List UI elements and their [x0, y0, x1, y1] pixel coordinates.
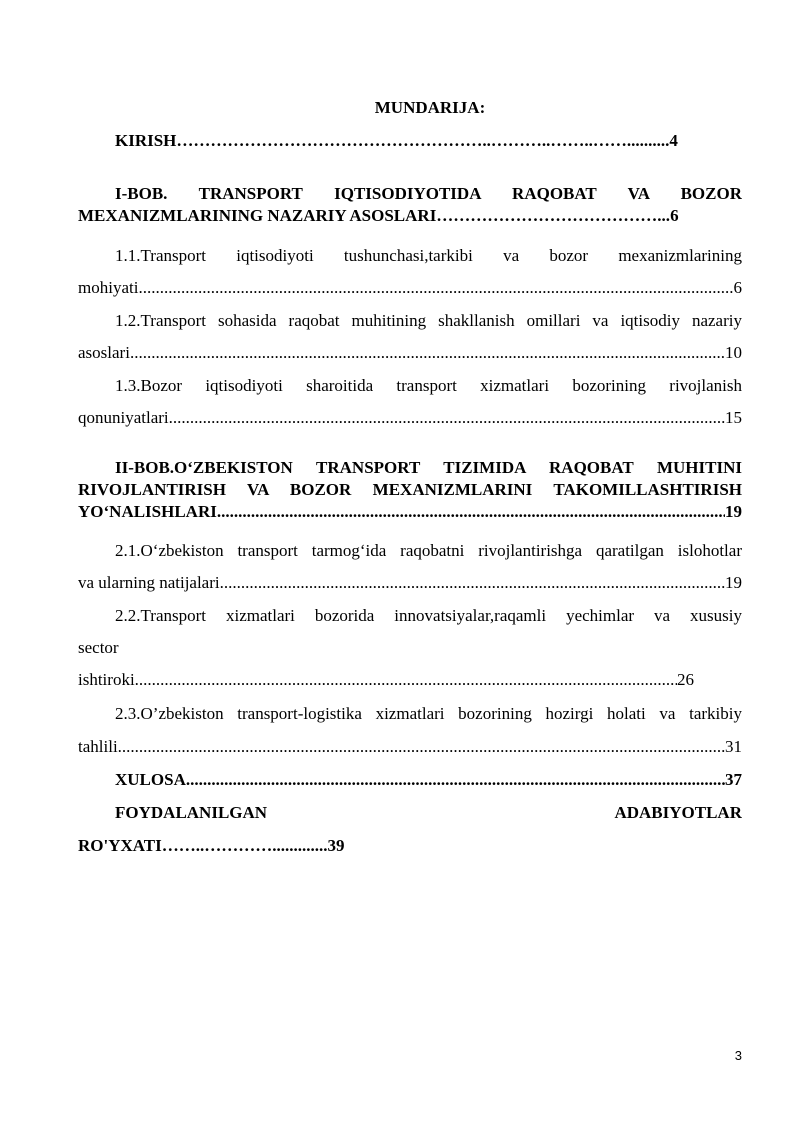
- toc-section-2-3-line2[interactable]: [78, 735, 742, 759]
- toc-label: ADABIYOTLAR: [614, 803, 742, 822]
- toc-section-2-3-line1[interactable]: 2.3.O’zbekiston transport-logistika xizmatlari bozorining hozirgi holati va tarkibiy: [115, 704, 742, 723]
- toc-page-number: 19: [725, 573, 742, 592]
- toc-label: KIRISH………………………………………………..………..……..……..........: [115, 131, 670, 150]
- toc-page-number: 6: [670, 206, 679, 225]
- dot-leader: [186, 768, 725, 792]
- toc-page-number: 26: [677, 670, 694, 689]
- toc-page-number: 37: [725, 770, 742, 789]
- toc-chapter2-line1[interactable]: II-BOB.O‘ZBEKISTON TRANSPORT TIZIMIDA RAQOBAT MUHITINI: [115, 458, 742, 477]
- dot-leader: [130, 341, 725, 365]
- dot-leader: [169, 406, 725, 430]
- toc-entry-adabiyotlar-line1[interactable]: [115, 801, 742, 825]
- toc-chapter1-line1[interactable]: I-BOB. TRANSPORT IQTISODIYOTIDA RAQOBAT VA BOZOR: [115, 184, 742, 203]
- toc-page-number: 19: [725, 502, 742, 521]
- toc-chapter2-line2[interactable]: RIVOJLANTIRISH VA BOZOR MEXANIZMLARINI TAKOMILLASHTIRISH: [78, 480, 742, 499]
- toc-section-2-1-line2[interactable]: [78, 571, 742, 595]
- toc-page-number: 6: [733, 278, 742, 297]
- toc-label: tahlili: [78, 737, 118, 756]
- toc-page-number: 15: [725, 408, 742, 427]
- toc-entry-xulosa[interactable]: [115, 768, 742, 792]
- dot-leader: [135, 668, 677, 692]
- toc-label: XULOSA: [115, 770, 186, 789]
- toc-entry-kirish[interactable]: [115, 129, 742, 153]
- toc-chapter2-line3[interactable]: [78, 500, 742, 524]
- dot-leader: [217, 500, 725, 524]
- page-number: 3: [734, 1048, 742, 1063]
- toc-label: ishtiroki: [78, 670, 135, 689]
- toc-label: va ularning natijalari: [78, 573, 220, 592]
- toc-section-1-3-line2[interactable]: [78, 406, 742, 430]
- toc-label: asoslari: [78, 343, 130, 362]
- toc-page-number: 31: [725, 737, 742, 756]
- toc-section-1-3-line1[interactable]: 1.3.Bozor iqtisodiyoti sharoitida transport xizmatlari bozorining rivojlanish: [115, 376, 742, 395]
- toc-page-number: 10: [725, 343, 742, 362]
- page-title: MUNDARIJA:: [374, 98, 486, 117]
- toc-section-2-1-line1[interactable]: 2.1.O‘zbekiston transport tarmog‘ida raqobatni rivojlantirishga qaratilgan islohotlar: [115, 541, 742, 560]
- toc-section-2-2-line1[interactable]: 2.2.Transport xizmatlari bozorida innovatsiyalar,raqamli yechimlar va xususiy: [115, 606, 742, 625]
- dot-leader: [118, 735, 725, 759]
- dot-leader: [220, 571, 725, 595]
- toc-section-1-1-line2[interactable]: [78, 276, 742, 300]
- toc-label: MEXANIZMLARINING NAZARIY ASOSLARI…………………………………...: [78, 206, 671, 225]
- toc-chapter1-line2[interactable]: [78, 204, 742, 228]
- toc-section-2-2-line3[interactable]: [78, 668, 694, 692]
- toc-page-number: 4: [669, 131, 678, 150]
- toc-section-1-2-line2[interactable]: [78, 341, 742, 365]
- toc-entry-adabiyotlar-line2[interactable]: RO'YXATI……..………….............39: [78, 836, 345, 855]
- toc-section-1-1-line1[interactable]: 1.1.Transport iqtisodiyoti tushunchasi,tarkibi va bozor mexanizmlarining: [115, 246, 742, 265]
- toc-label: mohiyati: [78, 278, 139, 297]
- toc-section-2-2-line2[interactable]: sector: [78, 638, 119, 657]
- toc-section-1-2-line1[interactable]: 1.2.Transport sohasida raqobat muhitining shakllanish omillari va iqtisodiy nazariy: [115, 311, 742, 330]
- dot-leader: [138, 276, 733, 300]
- toc-label: qonuniyatlari: [78, 408, 169, 427]
- toc-label: FOYDALANILGAN: [115, 803, 268, 822]
- toc-label: YO‘NALISHLARI: [78, 502, 217, 521]
